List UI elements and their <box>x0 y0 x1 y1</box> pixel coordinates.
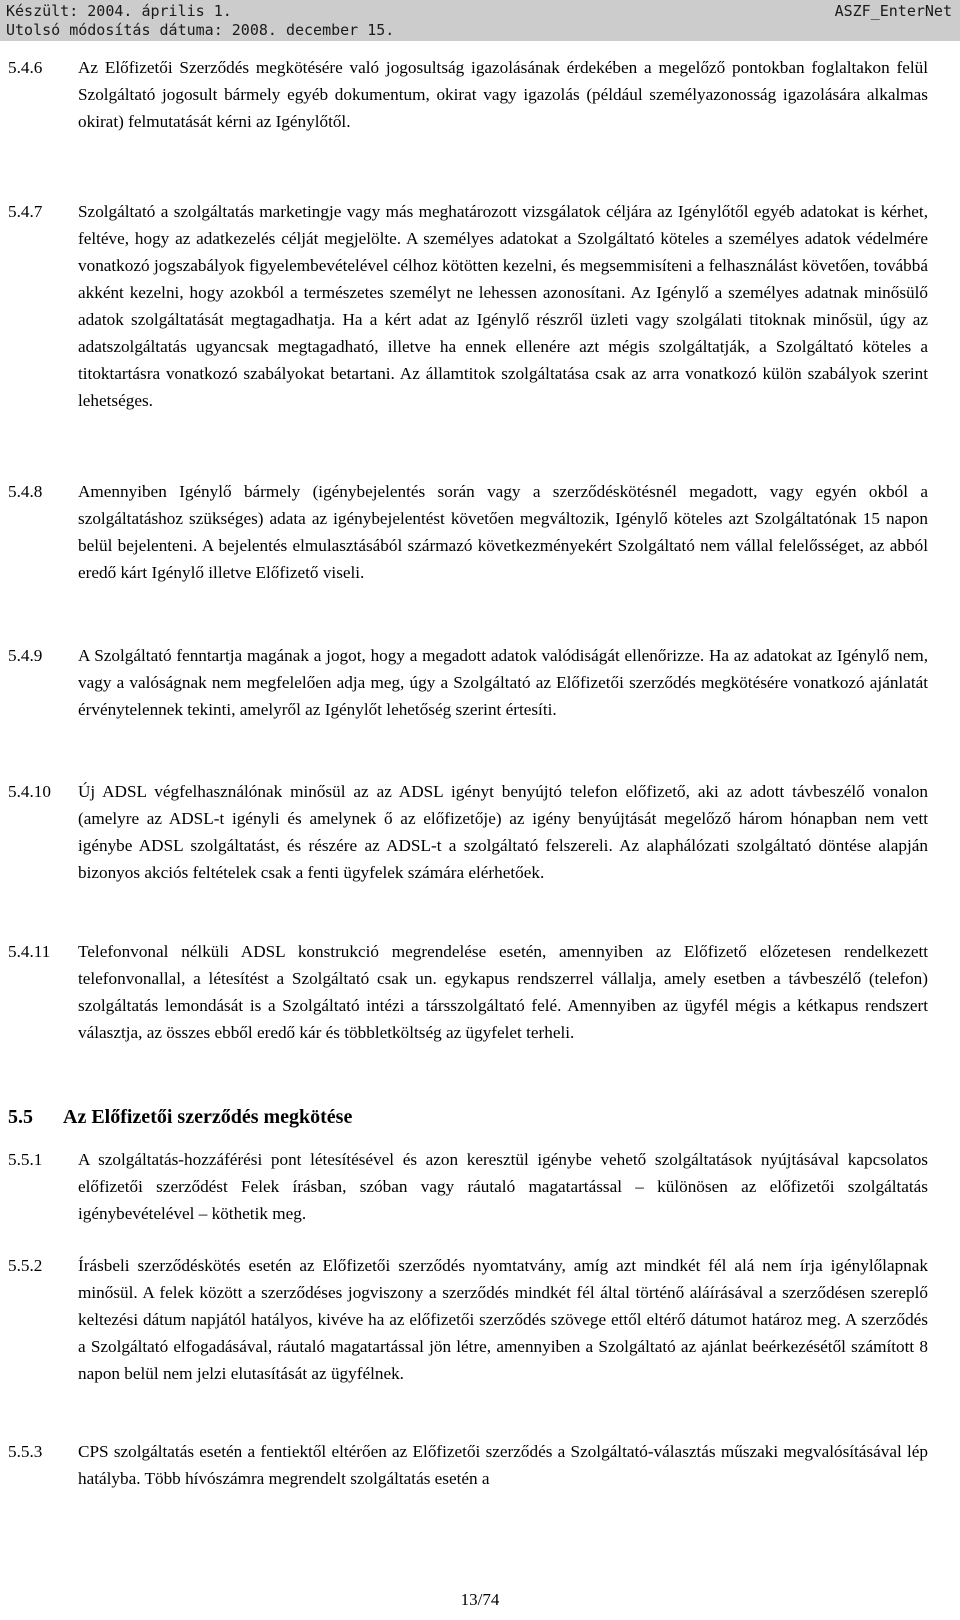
clause-number: 5.4.10 <box>8 782 51 801</box>
header-dates <box>6 2 394 40</box>
page-number: 13/74 <box>460 1590 500 1609</box>
clause-number: 5.4.7 <box>8 202 43 221</box>
clause-text: CPS szolgáltatás esetén a fentiektől eltérően az Előfizetői szerződés a Szolgáltató-választás műszaki megvalósításával lép hatályba. Több hívószámra megrendelt szolgáltatás esetén a <box>78 1442 928 1488</box>
section-heading <box>8 1104 928 1131</box>
clause-5-5-2 <box>8 1252 928 1387</box>
clause-number: 5.5.2 <box>8 1256 43 1275</box>
clause-5-4-10 <box>8 778 928 886</box>
clause-number: 5.5.3 <box>8 1442 43 1461</box>
clause-5-4-7 <box>8 198 928 414</box>
section-number: 5.5 <box>8 1106 33 1128</box>
clause-number: 5.4.11 <box>8 942 51 961</box>
clause-number: 5.5.1 <box>8 1150 43 1169</box>
clause-5-4-11 <box>8 938 928 1046</box>
clause-text: Szolgáltató a szolgáltatás marketingje vagy más meghatározott vizsgálatok céljára az Igénylőtől egyéb adatokat is kérhet, feltéve, hogy az adatkezelés célját megjelölte. A személyes adatokat a Szolgáltató köteles a személyes adatok védelmére vonatkozó jogszabályok figyelembevételével célhoz kötötten kezelni, és megsemmisíteni a felhasználást követően, továbbá akként kezelni, hogy azokból a természetes személyt ne lehessen azonosítani. Az Igénylő a személyes adatnak minősülő adatok szolgáltatását megtagadhatja. Ha a kért adat az Igénylő részről üzleti vagy szolgálati titoknak minősül, úgy az adatszolgáltatás ugyancsak megtagadható, illetve ha ennek ellenére azt mégis szolgáltatják, a Szolgáltató köteles a titoktartásra vonatkozó szabályokat betartani. Az államtitok szolgáltatása csak az arra vonatkozó külön szabályok szerint lehetséges. <box>78 202 928 410</box>
clause-number: 5.4.8 <box>8 482 43 501</box>
section-title: Az Előfizetői szerződés megkötése <box>63 1106 353 1128</box>
clause-5-5-1 <box>8 1146 928 1227</box>
clause-number: 5.4.9 <box>8 646 43 665</box>
document-id: ASZF_EnterNet <box>834 2 952 20</box>
clause-text: Telefonvonal nélküli ADSL konstrukció megrendelése esetén, amennyiben az Előfizető előzetesen rendelkezett telefonvonallal, a létesítést a Szolgáltató csak un. egykapus rendszerrel vállalja, amely esetben a távbeszélő (telefon) szolgáltatás lemondását is a Szolgáltató intézi a társszolgáltató felé. Amennyiben az ügyfél mégis a kétkapus rendszert választja, az összes ebből eredő kár és többletköltség az ügyfelet terheli. <box>78 942 928 1042</box>
page-header <box>0 0 960 41</box>
created-date: Készült: 2004. április 1. <box>6 2 232 20</box>
clause-text: A szolgáltatás-hozzáférési pont létesítésével és azon keresztül igénybe vehető szolgáltatások nyújtásával kapcsolatos előfizetői szerződést Felek írásban, szóban vagy ráutaló magatartással – különösen az előfizetői szolgáltatás igénybevételével – köthetik meg. <box>78 1150 928 1223</box>
clause-text: Írásbeli szerződéskötés esetén az Előfizetői szerződés nyomtatvány, amíg azt mindkét fél alá nem írja igénylőlapnak minősül. A felek között a szerződéses jogviszony a szerződés mindkét fél által történő aláírásával a szerződésen szereplő keltezési dátum napjától hatályos, kivéve ha az előfizetői szerződés szövege ettől eltérő dátumot határoz meg. A szerződés a Szolgáltató elfogadásával, ráutaló magatartással jön létre, amennyiben a Szolgáltató az ajánlat beérkezésétől számított 8 napon belül nem jelzi elutasítását az ügyfélnek. <box>78 1256 928 1383</box>
clause-5-4-9 <box>8 642 928 723</box>
clause-text: Az Előfizetői Szerződés megkötésére való jogosultság igazolásának érdekében a megelőző pontokban foglaltakon felül Szolgáltató jogosult bármely egyéb dokumentum, okirat vagy igazolás (például személyazonosság igazolására alkalmas okirat) felmutatását kérni az Igénylőtől. <box>78 58 928 131</box>
clause-text: Amennyiben Igénylő bármely (igénybejelentés során vagy a szerződéskötésnél megadott, vagy egyén okból a szolgáltatáshoz szükséges) adata az igénybejelentést követően megváltozik, Igénylő köteles azt Szolgáltatónak 15 napon belül bejelenteni. A bejelentés elmulasztásából származó következményekért Szolgáltató nem vállal felelősséget, az abból eredő kárt Igénylő illetve Előfizető viseli. <box>78 482 928 582</box>
clause-5-4-6 <box>8 54 928 135</box>
clause-5-5-3 <box>8 1438 928 1492</box>
clause-text: Új ADSL végfelhasználónak minősül az az ADSL igényt benyújtó telefon előfizető, aki az adott távbeszélő vonalon (amelyre az ADSL-t igényli és amelynek ő az előfizetője) az igény benyújtását megelőző három hónapban nem vett igénybe ADSL szolgáltatást, és részére az ADSL-t a szolgáltató felszereli. Az alaphálózati szolgáltató döntése alapján bizonyos akciós feltételek csak a fenti ügyfelek számára elérhetőek. <box>78 782 928 882</box>
clause-text: A Szolgáltató fenntartja magának a jogot, hogy a megadott adatok valódiságát ellenőrizze. Ha az adatokat az Igénylő nem, vagy a valóságnak nem megfelelően adja meg, úgy a Szolgáltató az Előfizetői szerződés megkötésére vonatkozó ajánlatát érvénytelennek tekinti, amelyről az Igénylőt lehetőség szerint értesíti. <box>78 646 928 719</box>
modified-date: Utolsó módosítás dátuma: 2008. december 15. <box>6 21 395 39</box>
clause-number: 5.4.6 <box>8 58 43 77</box>
clause-5-4-8 <box>8 478 928 586</box>
